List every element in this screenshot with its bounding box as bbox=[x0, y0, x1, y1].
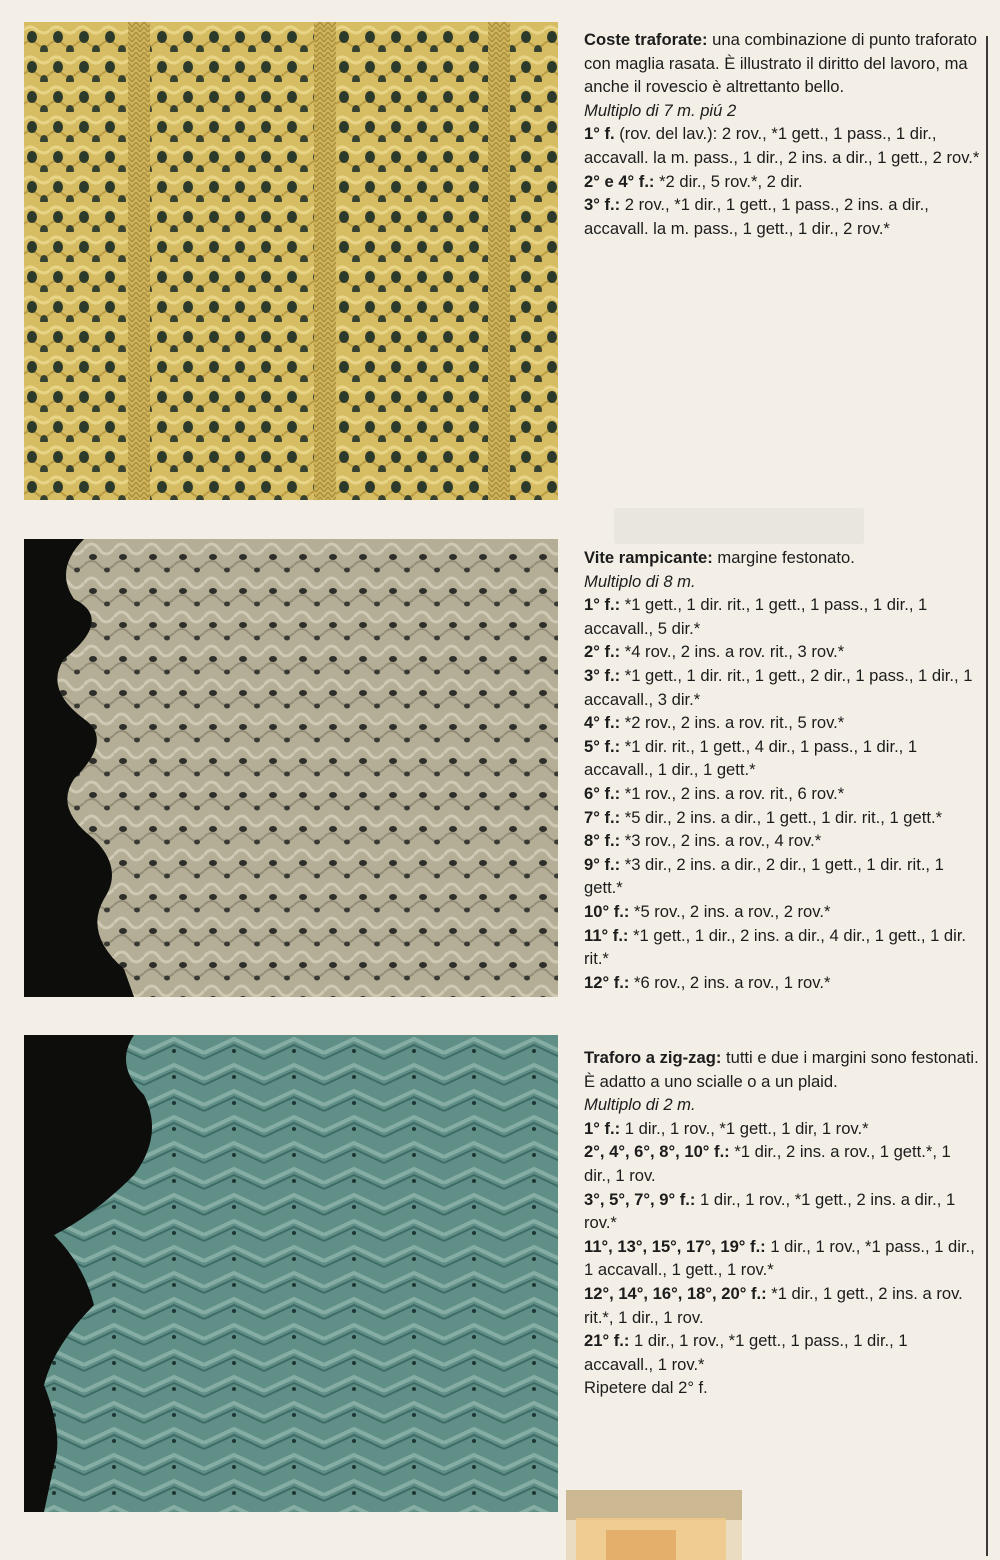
instruction-line bbox=[584, 170, 980, 194]
multiple-note: Multiplo di 8 m. bbox=[584, 571, 696, 591]
instruction-line bbox=[584, 1093, 980, 1117]
instruction-text: *1 gett., 1 dir. rit., 1 gett., 1 pass., 1 dir., 1 accavall., 5 dir.* bbox=[584, 595, 928, 638]
pattern-heading-paragraph bbox=[584, 28, 980, 99]
row-label: 1° f. bbox=[584, 124, 615, 144]
row-label: 4° f.: bbox=[584, 713, 621, 733]
instruction-line bbox=[584, 924, 980, 971]
instruction-text: *1 gett., 1 dir. rit., 1 gett., 2 dir., 1 pass., 1 dir., 1 accavall., 3 dir.* bbox=[584, 665, 973, 709]
row-label: 11° f.: bbox=[584, 925, 629, 945]
instruction-text: *1 dir. rit., 1 gett., 4 dir., 1 pass., 1 dir., 1 accavall., 1 dir., 1 gett.* bbox=[584, 736, 918, 780]
knit-texture-beige bbox=[24, 539, 558, 997]
instruction-text: 1 dir., 1 rov., *1 gett., 2 ins. a dir., 1 rov.* bbox=[584, 1189, 956, 1233]
instruction-line bbox=[584, 711, 980, 735]
instruction-line bbox=[584, 122, 980, 169]
instruction-text: *5 dir., 2 ins. a dir., 1 gett., 1 dir. rit., 1 gett.* bbox=[620, 807, 943, 827]
multiple-note: Multiplo di 7 m. piú 2 bbox=[584, 100, 737, 120]
instruction-text: 2 rov., *1 dir., 1 gett., 1 pass., 2 ins. a dir., accavall. la m. pass., 1 gett., 1 dir., 2 rov.* bbox=[584, 195, 929, 238]
instruction-text: *1 gett., 1 dir., 2 ins. a dir., 4 dir., 1 gett., 1 dir. rit.* bbox=[584, 925, 967, 969]
instruction-line bbox=[584, 1329, 980, 1376]
row-label: 8° f.: bbox=[584, 831, 621, 851]
instruction-text: *5 rov., 2 ins. a rov., 2 rov.* bbox=[629, 901, 831, 921]
instruction-line bbox=[584, 900, 980, 924]
instruction-line bbox=[584, 99, 980, 123]
tape-scrap bbox=[566, 1490, 742, 1560]
instruction-line bbox=[584, 664, 980, 711]
row-label: 1° f.: bbox=[584, 595, 621, 615]
row-label: 5° f.: bbox=[584, 736, 621, 756]
instruction-text: (rov. del lav.): 2 rov., *1 gett., 1 pass., 1 dir., accavall. la m. pass., 1 dir., 2 ins. a dir., 1 gett., 2 rov.* bbox=[584, 124, 980, 167]
pattern-heading-paragraph bbox=[584, 1046, 980, 1093]
instruction-text: 1 dir., 1 rov., *1 gett., 1 pass., 1 dir., 1 accavall., 1 rov.* bbox=[584, 1331, 908, 1374]
instruction-line bbox=[584, 1140, 980, 1187]
instruction-text: margine festonato. bbox=[712, 548, 855, 567]
instruction-line bbox=[584, 829, 980, 853]
instruction-text: *3 dir., 2 ins. a dir., 2 dir., 1 gett., 1 dir. rit., 1 gett.* bbox=[584, 854, 944, 898]
row-label: 3° f.: bbox=[584, 195, 621, 215]
row-label: 9° f.: bbox=[584, 854, 621, 874]
row-label: 6° f.: bbox=[584, 783, 621, 803]
instruction-line bbox=[584, 782, 980, 806]
pattern-vite-rampicante bbox=[584, 546, 980, 994]
instruction-text: *2 rov., 2 ins. a rov. rit., 5 rov.* bbox=[620, 713, 845, 733]
row-label: 12°, 14°, 16°, 18°, 20° f.: bbox=[584, 1283, 767, 1303]
instruction-line bbox=[584, 193, 980, 240]
pattern-coste-traforate bbox=[584, 28, 980, 240]
instruction-text: 1 dir., 1 rov., *1 gett., 1 dir, 1 rov.* bbox=[620, 1118, 869, 1138]
instruction-text: *2 dir., 5 rov.*, 2 dir. bbox=[654, 171, 803, 191]
instruction-line bbox=[584, 1235, 980, 1282]
row-label: 21° f.: bbox=[584, 1331, 630, 1351]
row-label: 2° f.: bbox=[584, 642, 621, 662]
instruction-line bbox=[584, 853, 980, 900]
instruction-line bbox=[584, 593, 980, 640]
row-label: Vite rampicante: bbox=[584, 548, 713, 567]
row-label: 3° f.: bbox=[584, 665, 621, 685]
row-label: 7° f.: bbox=[584, 807, 621, 827]
instruction-text: Ripetere dal 2° f. bbox=[584, 1378, 708, 1398]
instruction-line bbox=[584, 1117, 980, 1141]
instruction-text: 1 dir., 1 rov., *1 pass., 1 dir., 1 accavall., 1 gett., 1 rov.* bbox=[584, 1236, 975, 1280]
swatch-photo-coste-traforate bbox=[24, 22, 558, 500]
instruction-text: una combinazione di punto traforato con maglia rasata. È illustrato il diritto del lavoro, ma anche il rovescio è altrettanto bello. bbox=[584, 30, 977, 97]
row-label: 1° f.: bbox=[584, 1118, 621, 1138]
row-label: 2°, 4°, 6°, 8°, 10° f.: bbox=[584, 1142, 730, 1162]
instruction-text: *6 rov., 2 ins. a rov., 1 rov.* bbox=[629, 972, 831, 992]
row-label: 10° f.: bbox=[584, 901, 630, 921]
knit-texture-yellow bbox=[24, 22, 558, 500]
instruction-line bbox=[584, 1188, 980, 1235]
instruction-line bbox=[584, 1282, 980, 1329]
row-label: 11°, 13°, 15°, 17°, 19° f.: bbox=[584, 1236, 766, 1256]
instruction-line bbox=[584, 735, 980, 782]
instruction-text: *1 dir., 2 ins. a rov., 1 gett.*, 1 dir., 1 rov. bbox=[584, 1142, 951, 1185]
instruction-text: *4 rov., 2 ins. a rov. rit., 3 rov.* bbox=[620, 642, 845, 662]
instruction-line bbox=[584, 971, 980, 995]
row-label: Coste traforate: bbox=[584, 30, 708, 49]
page-edge-rule bbox=[986, 36, 988, 1556]
faded-bleed-through bbox=[614, 508, 864, 544]
row-label: 2° e 4° f.: bbox=[584, 171, 655, 191]
instruction-line bbox=[584, 640, 980, 664]
swatch-photo-traforo-zig-zag bbox=[24, 1035, 558, 1512]
instruction-text: *1 rov., 2 ins. a rov. rit., 6 rov.* bbox=[620, 783, 845, 803]
knit-texture-teal bbox=[24, 1035, 558, 1512]
instruction-text: *3 rov., 2 ins. a rov., 4 rov.* bbox=[620, 831, 822, 851]
instruction-text: *1 dir., 1 gett., 2 ins. a rov. rit.*, 1 dir., 1 rov. bbox=[584, 1283, 963, 1327]
pattern-traforo-zig-zag bbox=[584, 1046, 980, 1400]
instruction-line bbox=[584, 1376, 980, 1400]
instruction-line bbox=[584, 570, 980, 594]
row-label: 12° f.: bbox=[584, 972, 630, 992]
instruction-text: tutti e due i margini sono festonati. È adatto a uno scialle o a un plaid. bbox=[584, 1048, 979, 1091]
row-label: Traforo a zig-zag: bbox=[584, 1048, 722, 1067]
instruction-line bbox=[584, 806, 980, 830]
swatch-photo-vite-rampicante bbox=[24, 539, 558, 997]
row-label: 3°, 5°, 7°, 9° f.: bbox=[584, 1189, 696, 1209]
multiple-note: Multiplo di 2 m. bbox=[584, 1095, 696, 1115]
pattern-heading-paragraph bbox=[584, 546, 980, 570]
